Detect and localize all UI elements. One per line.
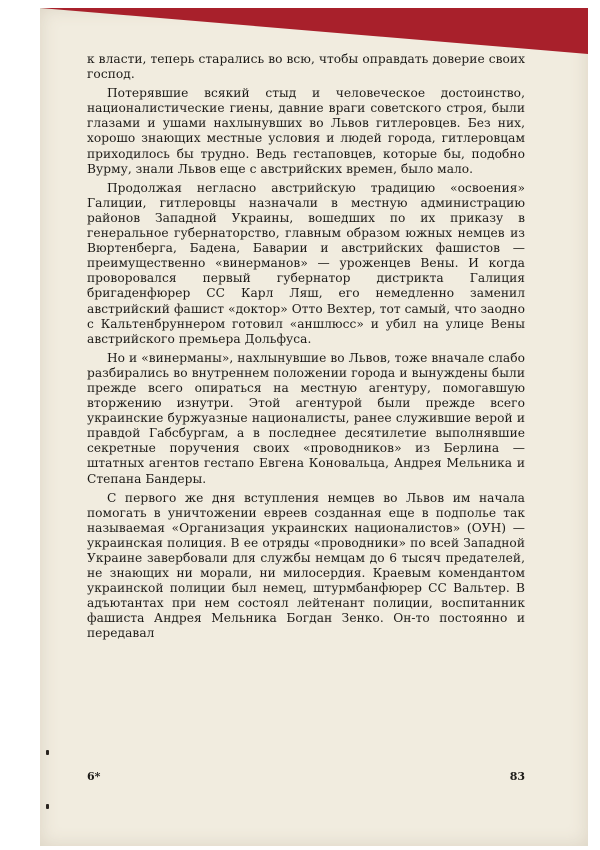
signature-mark: 6* [87,770,101,783]
paragraph-4: Но и «винерманы», нахлынувшие во Львов, тоже вначале слабо разбирались во внутреннем положении города и вынуждены были прежде всего опираться на местную агентуру, помогавшую вторжению изнутри. Этой агентурой были прежде всего украинские буржуазные националисты, ранее служившие верой и правдой Габсбургам, а в последнее десятилетие выполнявшие секретные поручения своих «проводников» из Берлина — штатных агентов гестапо Евгена Коновальца, Андрея Мельника и Степана Бандеры. [87,350,525,486]
paragraph-5: С первого же дня вступления немцев во Львов им начала помогать в уничтожении евреев созданная еще в подполье так называемая «Организация украинских националистов» (ОУН) — украинская полиция. В ее отряды «проводники» по всей Западной Украине завербовали для службы немцам до 6 тысяч предателей, не знающих ни морали, ни милосердия. Краевым комендантом украинской полиции был немец, штурмбанфюрер СС Вальтер. В адъютантах при нем состоял лейтенант полиции, воспитанник фашиста Андрея Мельника Богдан Зенко. Он-то постоянно и передавал [87,490,525,641]
page-number: 83 [509,770,525,783]
paragraph-1: к власти, теперь старались во всю, чтобы оправдать доверие своих господ. [87,52,525,82]
book-page [40,8,588,846]
body-text [87,52,525,646]
red-cover-corner [40,8,588,54]
page-speck [46,804,49,809]
page-speck [46,750,49,755]
paragraph-3: Продолжая негласно австрийскую традицию «освоения» Галиции, гитлеровцы назначали в местную администрацию районов Западной Украины, вошедших по их приказу в генеральное губернаторство, главным образом южных немцев из Вюртенберга, Бадена, Баварии и австрийских фашистов — преимущественно «винерманов» — уроженцев Вены. И когда проворовался первый губернатор дистрикта Галиция бригаденфюрер СС Карл Ляш, его немедленно заменил австрийский фашист «доктор» Отто Вехтер, тот самый, что заодно с Кальтенбруннером готовил «аншлюсс» и убил на улице Вены австрийского премьера Дольфуса. [87,180,525,346]
paragraph-2: Потерявшие всякий стыд и человеческое достоинство, националистические гиены, давние враги советского строя, были глазами и ушами нахлынувших во Львов гитлеровцев. Без них, хорошо знающих местные условия и людей города, гитлеровцам приходилось бы трудно. Ведь гестаповцев, которые бы, подобно Вурму, знали Львов еще с австрийских времен, было мало. [87,86,525,176]
